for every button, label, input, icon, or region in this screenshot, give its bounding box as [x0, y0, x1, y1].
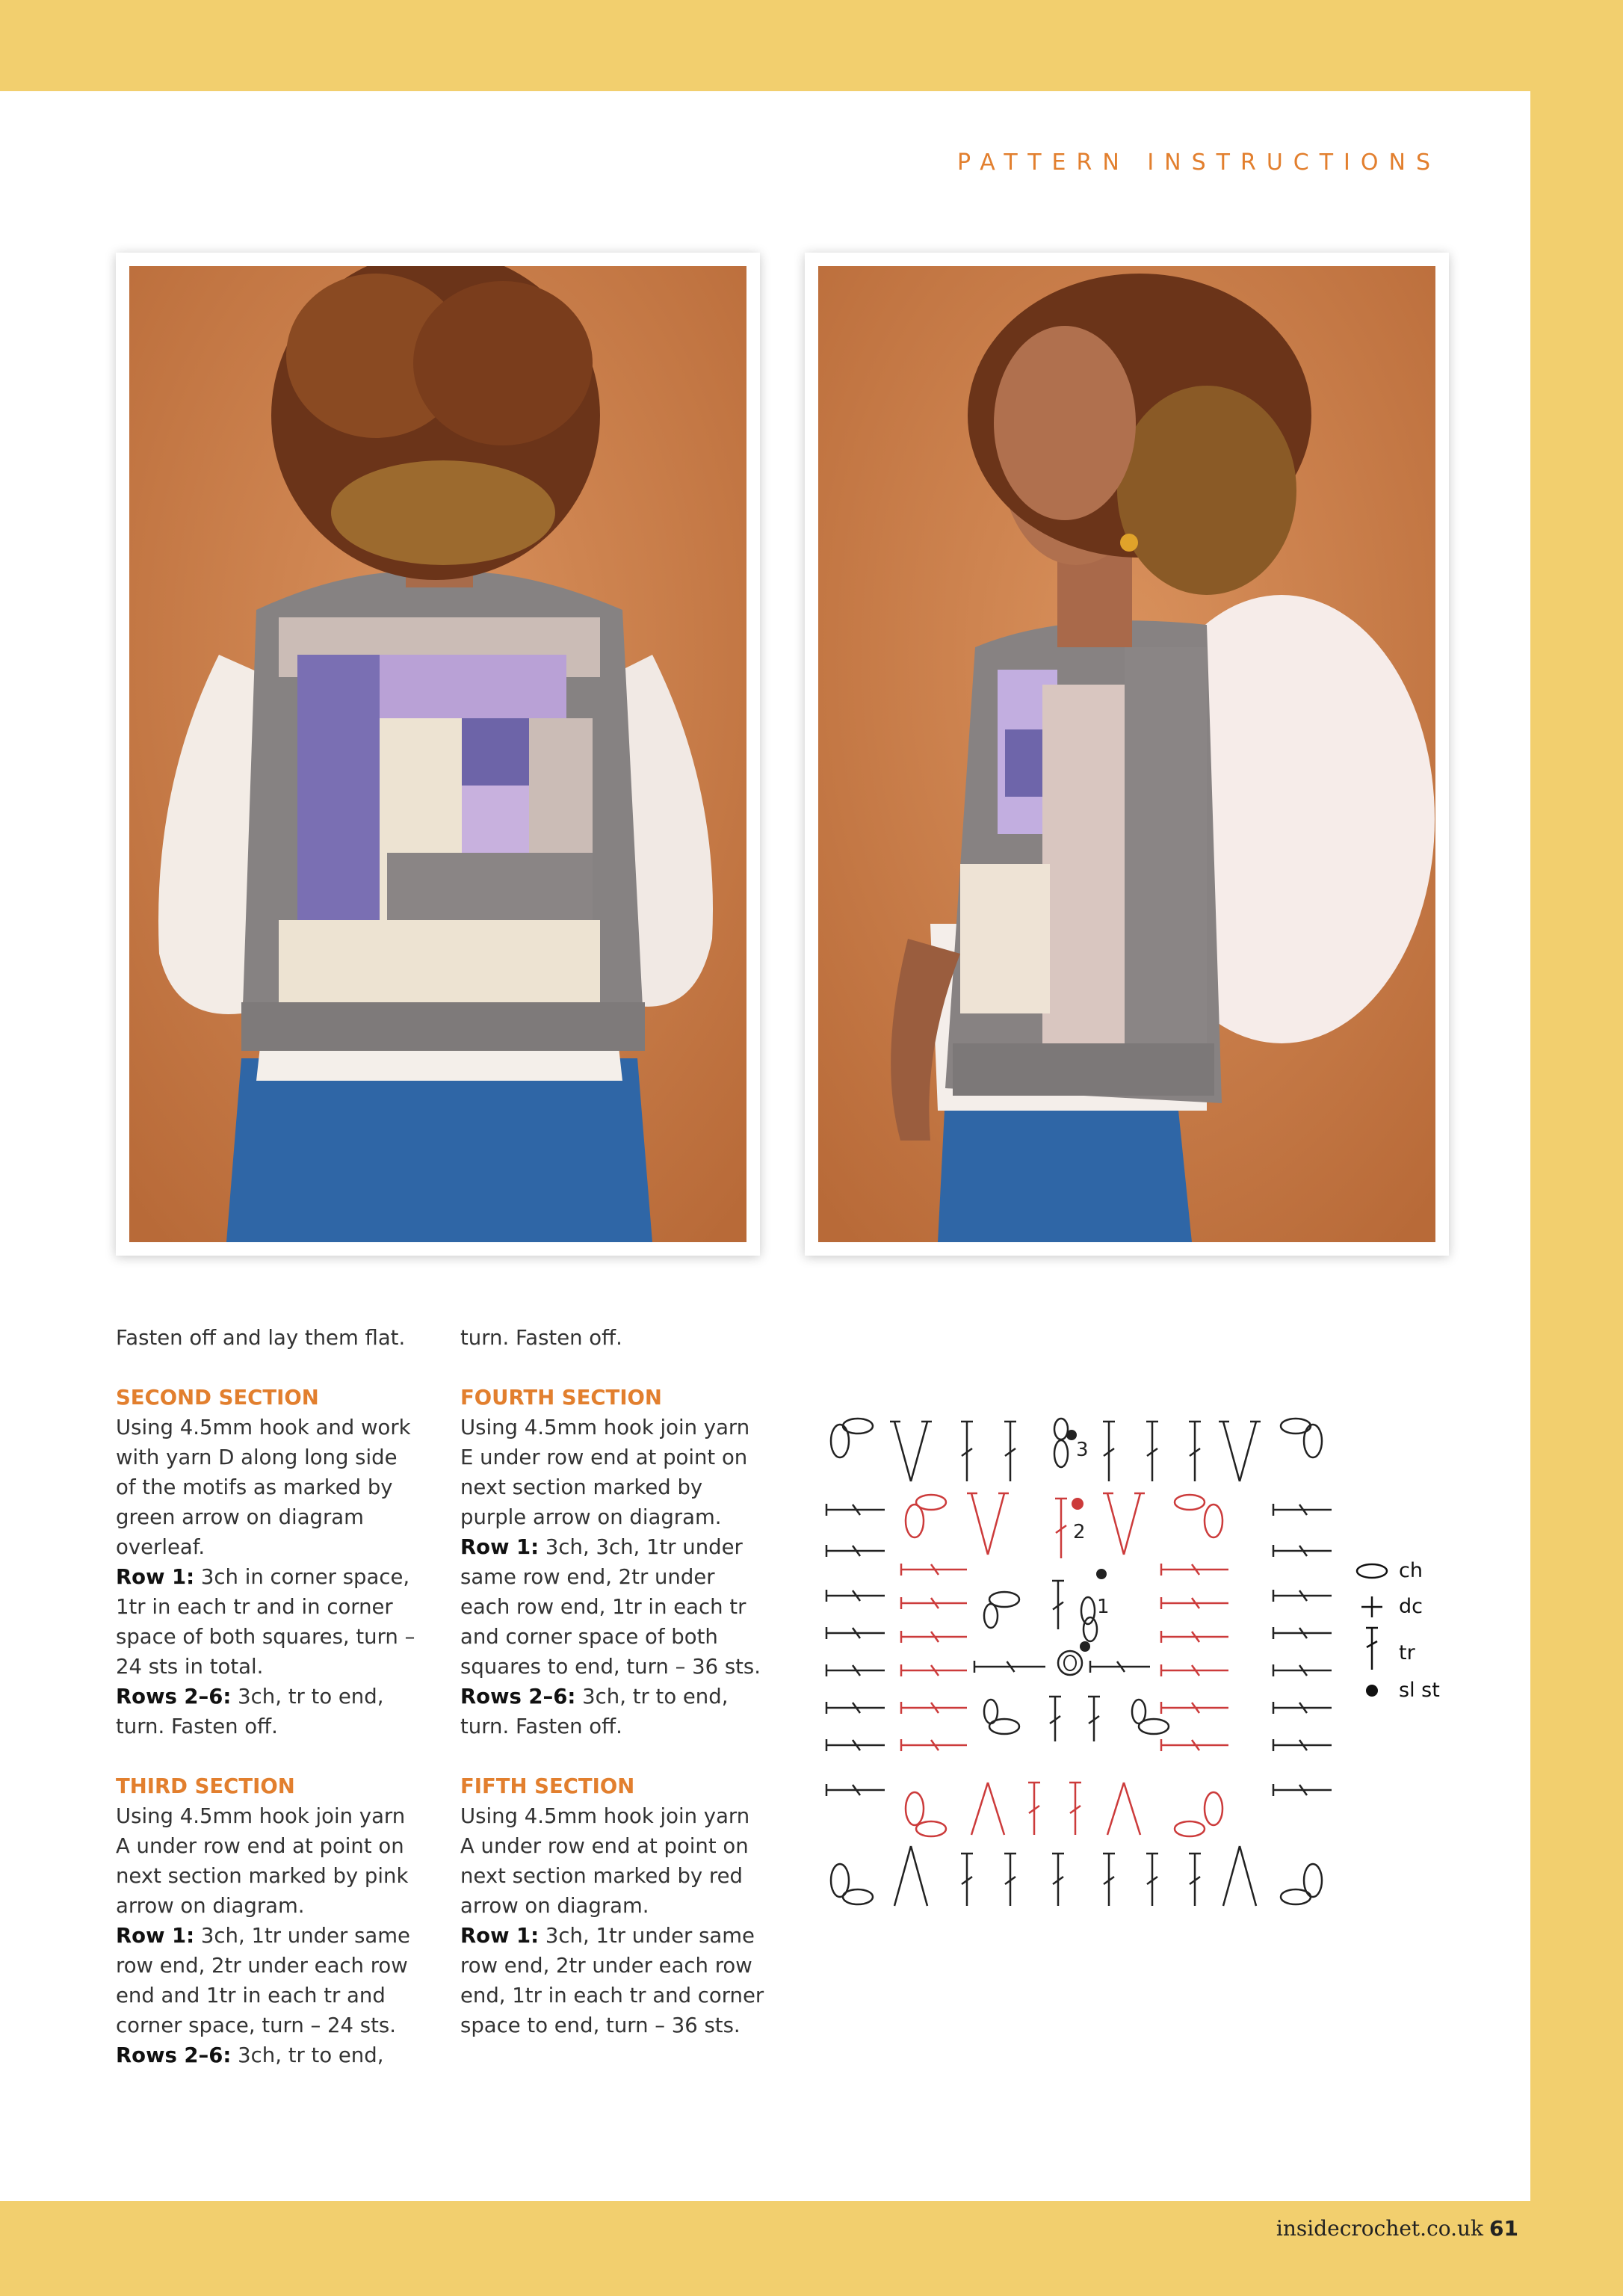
- round-label: 1: [1097, 1596, 1110, 1618]
- row-label: Rows 2–6:: [116, 1685, 232, 1709]
- row-label: Row 1:: [116, 1924, 195, 1948]
- row-text: 3ch, 1tr under same row end, 2tr under each row end, 1tr in each tr and corner space to end, turn – 36 sts.: [460, 1924, 764, 2037]
- chain-stitch: [1132, 1700, 1146, 1723]
- third-section-row1: [116, 1921, 422, 2040]
- legend-item-ch: [1354, 1553, 1503, 1589]
- fourth-section-body: Using 4.5mm hook join yarn E under row end at point on next section marked by purple arrow on diagram.: [460, 1416, 750, 1529]
- second-section-row1: [116, 1562, 422, 1682]
- treble-group-stitch: [911, 1846, 927, 1906]
- third-section-body: Using 4.5mm hook join yarn A under row end at point on next section marked by pink arrow on diagram.: [116, 1804, 409, 1918]
- intro-text: turn. Fasten off.: [460, 1326, 622, 1350]
- legend-item-dc: [1354, 1589, 1503, 1625]
- row-text: 3ch, tr to end, turn. Fasten off.: [116, 1685, 384, 1738]
- slip-stitch-round-3: [1066, 1430, 1077, 1440]
- fifth-section-body: Using 4.5mm hook join yarn A under row end at point on next section marked by red arrow on diagram.: [460, 1804, 750, 1918]
- legend-label: tr: [1399, 1641, 1415, 1664]
- legend-item-slst: [1354, 1673, 1503, 1709]
- magic-ring-inner: [1064, 1655, 1076, 1670]
- row-label: Row 1:: [116, 1565, 195, 1589]
- fourth-section-heading: FOURTH SECTION: [460, 1386, 662, 1410]
- chart-legend: [1354, 1553, 1503, 1709]
- text-column-1: [116, 1323, 422, 2070]
- treble-group-stitch: [1223, 1846, 1240, 1906]
- treble-icon: [1354, 1625, 1391, 1673]
- fifth-section-heading: FIFTH SECTION: [460, 1774, 635, 1798]
- row-text: 3ch, tr to end,: [231, 2043, 384, 2067]
- slip-stitch-round-1: [1096, 1569, 1107, 1579]
- row-text: 3ch, 1tr under same row end, 2tr under each row end and 1tr in each tr and corner space, turn – 24 sts.: [116, 1924, 410, 2037]
- chain-stitch: [1175, 1495, 1205, 1510]
- magic-ring: [1058, 1651, 1082, 1675]
- chain-stitch: [1081, 1597, 1095, 1624]
- second-section-heading: SECOND SECTION: [116, 1386, 319, 1410]
- fourth-section-row1: [460, 1532, 767, 1682]
- row-label: Rows 2–6:: [116, 2043, 232, 2067]
- row-text: 3ch, 3ch, 1tr under same row end, 2tr under each row end, 1tr in each tr and corner space of both squares to end, turn – 36 sts.: [460, 1535, 761, 1679]
- third-section-heading: THIRD SECTION: [116, 1774, 295, 1798]
- chain-stitch: [984, 1604, 998, 1628]
- website-link[interactable]: insidecrochet.co.uk: [1276, 2216, 1484, 2241]
- treble-group-stitch: [1107, 1783, 1124, 1835]
- second-section-rows2-6: [116, 1682, 422, 1741]
- photo-back-view: [116, 253, 760, 1256]
- chain-stitch: [989, 1719, 1019, 1734]
- text-column-2: [460, 1323, 767, 2040]
- treble-group-stitch: [1107, 1493, 1124, 1555]
- legend-item-tr: [1354, 1625, 1503, 1673]
- treble-group-stitch: [1124, 1493, 1140, 1555]
- chain-stitch: [831, 1425, 849, 1457]
- vest-side-image: [818, 266, 1435, 1242]
- chain-stitch: [1205, 1792, 1222, 1825]
- slip-stitch-center: [1080, 1641, 1090, 1652]
- treble-group-stitch: [1223, 1422, 1240, 1481]
- chain-stitch: [1175, 1821, 1205, 1836]
- section-header: PATTERN INSTRUCTIONS: [957, 149, 1441, 176]
- chain-stitch: [906, 1792, 924, 1825]
- second-section-body: Using 4.5mm hook and work with yarn D along long side of the motifs as marked by green arrow on diagram overleaf.: [116, 1416, 411, 1559]
- photo-side-view: [805, 253, 1449, 1256]
- row-label: Row 1:: [460, 1535, 540, 1559]
- row-text: 3ch, tr to end, turn. Fasten off.: [460, 1685, 729, 1738]
- chain-stitch: [1304, 1864, 1322, 1897]
- fifth-section-row1: [460, 1921, 767, 2040]
- vest-back-image: [129, 266, 746, 1242]
- legend-label: sl st: [1399, 1679, 1440, 1702]
- chain-stitch: [1083, 1617, 1097, 1641]
- treble-group-stitch: [988, 1783, 1004, 1835]
- chain-stitch: [1304, 1425, 1322, 1457]
- treble-group-stitch: [894, 1846, 911, 1906]
- legend-label: dc: [1399, 1595, 1423, 1618]
- crochet-chart: [817, 1413, 1341, 1921]
- intro-text: Fasten off and lay them flat.: [116, 1326, 406, 1350]
- third-section-rows2-6: [116, 2040, 422, 2070]
- chain-stitch: [1054, 1419, 1068, 1439]
- chain-stitch: [843, 1419, 873, 1434]
- row-text: 3ch in corner space, 1tr in each tr and in corner space of both squares, turn – 24 sts in total.: [116, 1565, 415, 1679]
- fourth-section-rows2-6: [460, 1682, 767, 1741]
- chain-stitch: [906, 1505, 924, 1537]
- legend-label: ch: [1399, 1559, 1423, 1582]
- chain-stitch: [1054, 1440, 1068, 1467]
- treble-group-stitch: [971, 1783, 988, 1835]
- page-number: 61: [1489, 2216, 1518, 2241]
- row-label: Row 1:: [460, 1924, 540, 1948]
- chain-stitch: [1139, 1719, 1169, 1734]
- chain-stitch: [916, 1495, 946, 1510]
- treble-group-stitch: [971, 1493, 988, 1555]
- treble-group-stitch: [894, 1422, 911, 1481]
- treble-group-stitch: [988, 1493, 1004, 1555]
- chain-stitch: [843, 1889, 873, 1904]
- chain-stitch: [916, 1821, 946, 1836]
- treble-group-stitch: [1124, 1783, 1140, 1835]
- slip-stitch-round-2: [1072, 1498, 1083, 1510]
- chain-icon: [1354, 1553, 1391, 1589]
- round-label: 2: [1073, 1521, 1086, 1543]
- round-label: 3: [1076, 1439, 1089, 1461]
- chain-stitch: [1205, 1505, 1222, 1537]
- slip-stitch-icon: [1354, 1673, 1391, 1709]
- treble-group-stitch: [1240, 1846, 1256, 1906]
- row-label: Rows 2–6:: [460, 1685, 576, 1709]
- treble-group-stitch: [1240, 1422, 1256, 1481]
- treble-group-stitch: [911, 1422, 927, 1481]
- page-footer: [1276, 2216, 1518, 2241]
- double-crochet-icon: [1354, 1589, 1391, 1625]
